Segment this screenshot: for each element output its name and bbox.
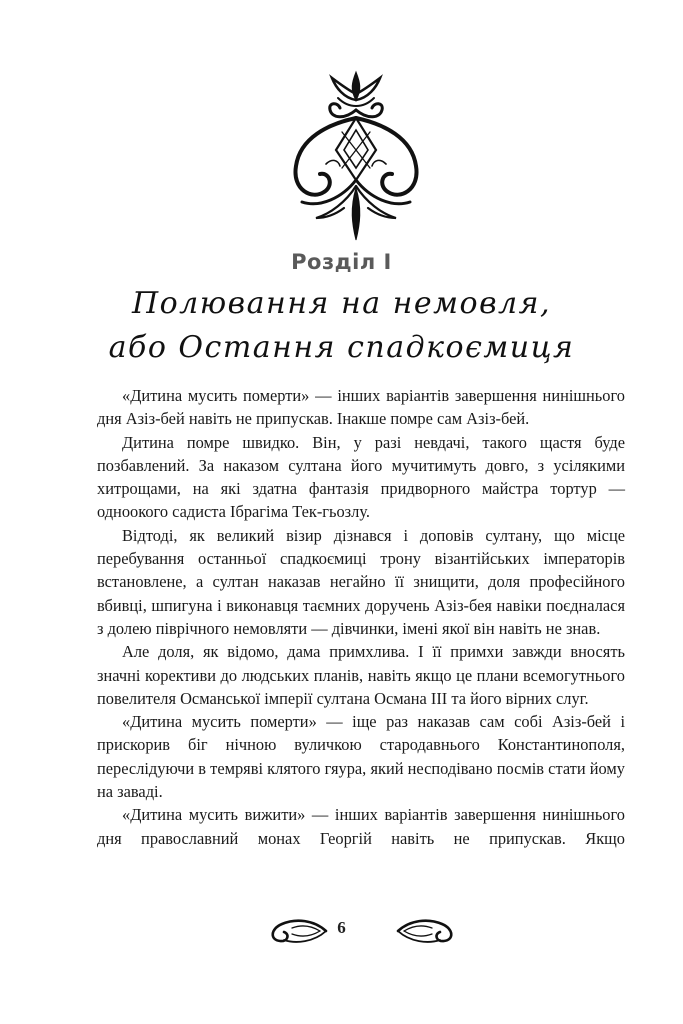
paragraph: Відтоді, як великий візир дізнався і доповів султану, що місце перебування останньої спадкоємиці трону візантійських імператорів встановлене, а султан наказав негайно її знищити, доля професійного вбивці, шпигуна і виконавця таємних доручень Азіз-бея навіки поєдналася з долею пiврiчного немовляти — дівчинки, імені якої він навіть не знав. <box>97 525 625 638</box>
paragraph: Дитина помре швидко. Він, у разі невдачі, такого щастя буде позбавлений. За наказом султана його мучитимуть довго, з усілякими хитрощами, на які здатна фантазія придворного майстра тортур — одноокого садиста Ібрагіма Тек-гьозлу. <box>97 432 625 522</box>
page-footer <box>0 910 683 950</box>
paragraph: Але доля, як відомо, дама примхлива. І її примхи завжди вносять значні корективи до людських планів, навіть якщо це плани всемогутнього повелителя Османської імперії султана Османа ІІІ та його вірних слуг. <box>97 642 625 708</box>
chapter-title <box>0 282 683 370</box>
body-text <box>97 384 625 850</box>
chapter-title-line-2: або Остання спадкоємиця <box>108 330 575 365</box>
chapter-title-line-1: Полювання на немовля, <box>131 286 552 321</box>
chapter-label: Розділ І <box>291 250 392 274</box>
paragraph: «Дитина мусить вижити» — інших варіантів завершення нинішнього дня православний монах Георгій навіть не припускав. Якщо <box>97 805 625 848</box>
paragraph: «Дитина мусить померти» — інших варіантів завершення нинішнього дня Азіз-бей навіть не припускав. Інакше помре сам Азіз-бей. <box>97 386 625 429</box>
paragraph: «Дитина мусить померти» — іще раз наказав сам собі Азіз-бей і прискорив біг нічною вуличкою стародавнього Константинополя, переслідуючи в темряві клятого гяура, який несподівано посмів стати йому на заваді. <box>97 712 625 802</box>
page-number: 6 <box>337 918 346 937</box>
flourish-right-icon <box>396 916 458 946</box>
ornament-icon <box>286 68 426 243</box>
